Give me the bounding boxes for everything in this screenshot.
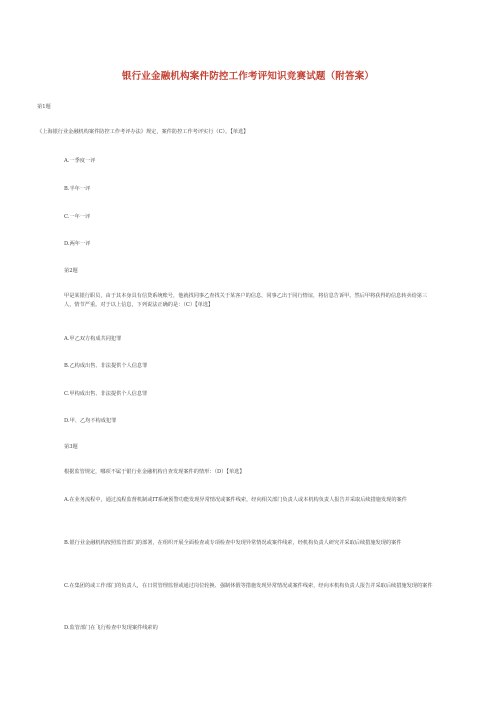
question-3-option-b: B.银行业金融机构按照监管部门的部署，在组织开展全面检查或专项检查中发现异常情况或案件线索，经机构负责人研究并采取后续措施发现的案件 xyxy=(64,540,402,546)
question-1-stem: 《上海银行业金融机构案件防控工作考评办法》规定，案件防控工作考评实行（C）。【单选】 xyxy=(37,129,249,135)
document-title: 银行业金融机构案件防控工作考评知识竞赛试题（附答案） xyxy=(121,71,375,82)
question-3-option-c: C.在集团的或工作部门的负责人，在日常管理监督或通过岗位轮换、强制休假等措施发现异常情况或案件线索，经向本机构负责人报告并采取后续措施发现的案件 xyxy=(64,583,433,589)
question-2-option-c: C.甲构成出售、非法提供个人信息罪 xyxy=(64,391,148,397)
question-3-option-d: D.监管部门在飞行检查中发现案件线索的 xyxy=(64,625,158,631)
question-1-label: 第1题 xyxy=(37,104,51,110)
question-1-option-d: D.两年一评 xyxy=(64,241,91,247)
question-1-option-a: A.一季度一评 xyxy=(64,158,96,164)
question-2-stem: 甲是某银行职员，由于其本身具有信贷系统账号，他就找同事乙查找关于某客户的信息，同事乙出于同行情谊，将信息告诉甲。然后甲将获得的信息转卖给第三人，情节严重。对于以上信息，下列说法正确的是：（C）【单选】 xyxy=(64,293,428,308)
question-2-option-b: B.乙构成出售、非法提供个人信息罪 xyxy=(64,363,148,369)
question-2-label: 第2题 xyxy=(64,268,78,274)
question-1-option-c: C.一年一评 xyxy=(64,214,91,220)
question-2-option-d: D.甲、乙均不构成犯罪 xyxy=(64,418,117,424)
question-3-option-a: A.在业务流程中，通过流程监督机制或IT系统预警功能发现异常情况或案件线索，经向相关部门负责人或本机构负责人报告并采取后续措施发现的案件 xyxy=(64,497,407,503)
question-1-option-b: B.半年一评 xyxy=(64,186,91,192)
question-3-label: 第3题 xyxy=(64,444,78,450)
question-3-stem: 根据监管规定，哪项不属于银行业金融机构自查发现案件的情形：（D）【单选】 xyxy=(64,469,245,475)
question-2-option-a: A.甲乙双方构成共同犯罪 xyxy=(64,336,122,342)
